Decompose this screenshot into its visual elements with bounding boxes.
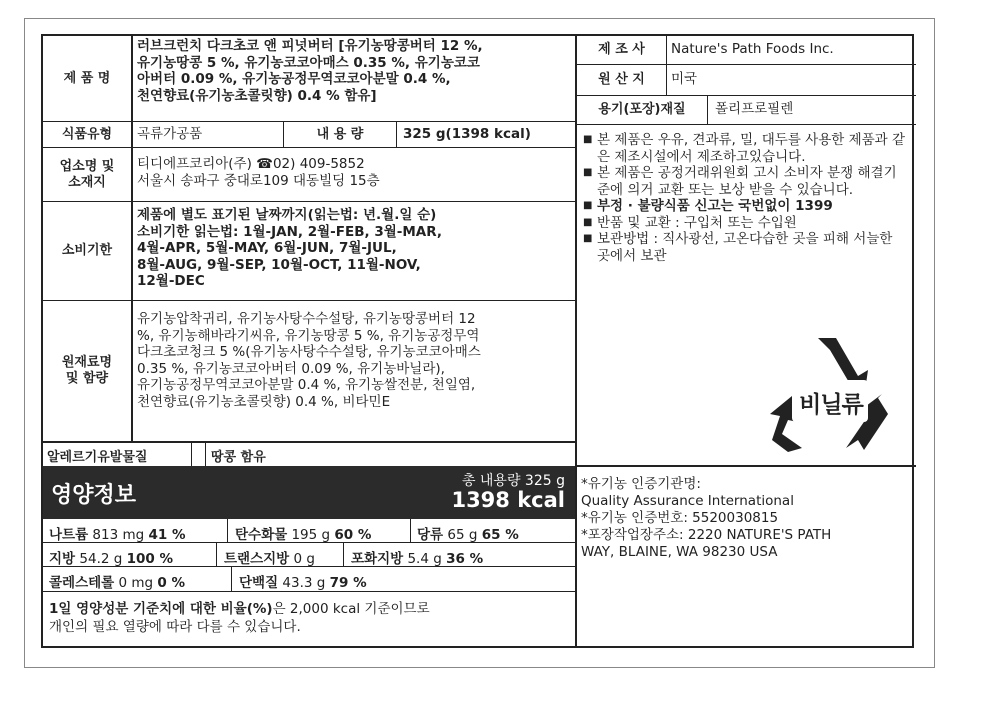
nutrient-name: 나트륨 <box>49 527 89 543</box>
expiry-info <box>137 207 573 290</box>
nutrient-percent: 79 % <box>329 575 367 591</box>
nutrient-name: 당류 <box>417 527 444 543</box>
certification-line: *포장작업장주소: 2220 NATURE'S PATH <box>581 527 832 543</box>
certification-line: *유기농 인증번호: 5520030815 <box>581 510 779 526</box>
nutrient-trans-fat <box>224 547 315 567</box>
expiry-line: 소비기한 읽는법: 1월-JAN, 2월-FEB, 3월-MAR, <box>137 223 443 240</box>
allergen-value: 땅콩 함유 <box>211 450 266 465</box>
nutrient-name: 콜레스테롤 <box>49 575 115 591</box>
notice-item: ■ 본 제품은 우유, 견과류, 밀, 대두를 사용한 제품과 같은 제조시설에서 제조하고있습니다. <box>583 132 909 165</box>
ingredients-label-line: 원재료명 <box>61 355 113 370</box>
ingredients-label <box>43 301 131 441</box>
notice-item: ■ 반품 및 교환 : 구입처 또는 수입원 <box>583 215 909 232</box>
nutrient-percent: 60 % <box>334 527 372 543</box>
certification-line: *유기농 인증기관명: <box>581 476 701 492</box>
food-label <box>41 34 914 648</box>
ingredients-line: 유기농압착귀리, 유기농사탕수수설탕, 유기농땅콩버터 12 <box>137 311 476 327</box>
manufacturer-label: 제 조 사 <box>598 42 645 57</box>
business-info <box>137 156 380 189</box>
nutrition-total-kcal: 1398 kcal <box>451 488 565 512</box>
manufacturer-value: Nature's Path Foods Inc. <box>671 41 834 57</box>
business-label-line: 업소명 및 <box>59 158 115 174</box>
nutrition-footnote <box>49 600 430 636</box>
nutrient-name: 지방 <box>49 551 76 567</box>
ingredients-label-line: 및 함량 <box>65 371 109 386</box>
nutrient-name: 포화지방 <box>351 551 404 567</box>
recycle-text: 비닐류 <box>799 392 863 418</box>
packaging-label: 용기(포장)재질 <box>598 102 686 117</box>
packaging-value: 폴리프로필렌 <box>715 101 794 117</box>
product-name <box>137 38 573 104</box>
nutrient-amount: 54.2 g <box>79 551 123 567</box>
food-type-value: 곡류가공품 <box>137 126 203 142</box>
notice-item: ■ 부정 · 불량식품 신고는 국번없이 1399 <box>583 198 909 215</box>
nutrient-name: 단백질 <box>239 575 279 591</box>
nutrient-amount: 5.4 g <box>407 551 442 567</box>
expiry-line: 4월-APR, 5월-MAY, 6월-JUN, 7월-JUL, <box>137 240 397 256</box>
product-name-line: 러브크런치 다크초코 앤 피넛버터 [유기농땅콩버터 12 %, <box>137 38 483 54</box>
certification-info <box>581 476 911 561</box>
certification-line: Quality Assurance International <box>581 493 794 509</box>
nutrition-total-label: 총 내용량 325 g <box>461 473 565 489</box>
ingredients-line: %, 유기농해바라기씨유, 유기농땅콩 5 %, 유기농공정무역 <box>137 327 480 344</box>
nutrient-amount: 65 g <box>447 527 478 543</box>
notice-item: ■ 보관방법 : 직사광선, 고온다습한 곳을 피해 서늘한 곳에서 보관 <box>583 231 909 264</box>
product-name-line: 천연향료(유기농초콜릿향) 0.4 % 함유] <box>137 87 377 104</box>
ingredients-line: 유기농공정무역코코아분말 0.4 %, 유기농쌀전분, 천일염, <box>137 377 476 393</box>
business-label <box>43 148 131 201</box>
volume-value: 325 g(1398 kcal) <box>403 126 531 142</box>
origin-label: 원 산 지 <box>598 72 645 87</box>
nutrient-percent: 65 % <box>481 527 519 543</box>
origin-value: 미국 <box>671 71 698 87</box>
nutrient-percent: 41 % <box>148 527 186 543</box>
certification-line: WAY, BLAINE, WA 98230 USA <box>581 544 778 560</box>
nutrient-amount: 0 g <box>293 551 315 567</box>
allergen-label: 알레르기유발물질 <box>47 450 148 465</box>
expiry-line: 제품에 별도 표기된 날짜까지(읽는법: 년.월.일 순) <box>137 207 437 223</box>
nutrient-protein <box>239 571 367 591</box>
ingredients-line: 천연향료(유기농초콜릿향) 0.4 %, 비타민E <box>137 393 391 410</box>
nutrient-amount: 43.3 g <box>282 575 326 591</box>
nutrient-carbohydrate <box>235 523 371 543</box>
food-type-label: 식품유형 <box>61 126 113 142</box>
ingredients-line: 다크초코청크 5 %(유기농사탕수수설탕, 유기농코코아매스 <box>137 344 481 360</box>
expiry-line: 12월-DEC <box>137 273 205 289</box>
nutrient-percent: 100 % <box>126 551 174 567</box>
notice-item: ■ 본 제품은 공정거래위원회 고시 소비자 분쟁 해결기준에 의거 교환 또는 보상 받을 수 있습니다. <box>583 165 909 198</box>
footnote-rest: 은 2,000 kcal 기준이므로 <box>272 601 430 617</box>
nutrition-title: 영양정보 <box>51 483 137 508</box>
nutrient-sugars <box>417 523 519 543</box>
nutrient-percent: 36 % <box>446 551 484 567</box>
nutrient-sodium <box>49 523 186 543</box>
product-name-line: 유기농땅콩 5 %, 유기농코코아매스 0.35 %, 유기농코코 <box>137 54 480 71</box>
product-name-label: 제 품 명 <box>63 70 111 86</box>
footnote-bold: 1일 영양성분 기준치에 대한 비율(%) <box>49 601 273 617</box>
nutrient-amount: 195 g <box>291 527 331 543</box>
nutrient-name: 탄수화물 <box>235 527 288 543</box>
nutrient-fat <box>49 547 173 567</box>
notice-list <box>583 132 909 264</box>
business-address-line: 서울시 송파구 중대로109 대동빌딩 15층 <box>137 172 380 189</box>
nutrient-percent: 0 % <box>157 575 186 591</box>
ingredients-list <box>137 311 573 410</box>
expiry-label: 소비기한 <box>61 243 113 258</box>
nutrient-amount: 0 mg <box>118 575 154 591</box>
business-phone-line: 티디에프코리아(주) ☎02) 409-5852 <box>137 156 365 172</box>
recycle-mark <box>758 336 898 456</box>
ingredients-line: 0.35 %, 유기농코코아버터 0.09 %, 유기농바닐라), <box>137 360 445 377</box>
nutrient-amount: 813 mg <box>92 527 145 543</box>
footnote-line2: 개인의 필요 열량에 따라 다를 수 있습니다. <box>49 619 301 635</box>
product-name-line: 아버터 0.09 %, 유기농공정무역코코아분말 0.4 %, <box>137 71 451 87</box>
volume-label: 내 용 량 <box>316 126 364 142</box>
nutrient-name: 트랜스지방 <box>224 551 290 567</box>
nutrition-header <box>43 466 575 519</box>
expiry-line: 8월-AUG, 9월-SEP, 10월-OCT, 11월-NOV, <box>137 256 421 273</box>
nutrient-saturated-fat <box>351 547 483 567</box>
business-label-line: 소재지 <box>68 174 106 190</box>
nutrient-cholesterol <box>49 571 185 591</box>
